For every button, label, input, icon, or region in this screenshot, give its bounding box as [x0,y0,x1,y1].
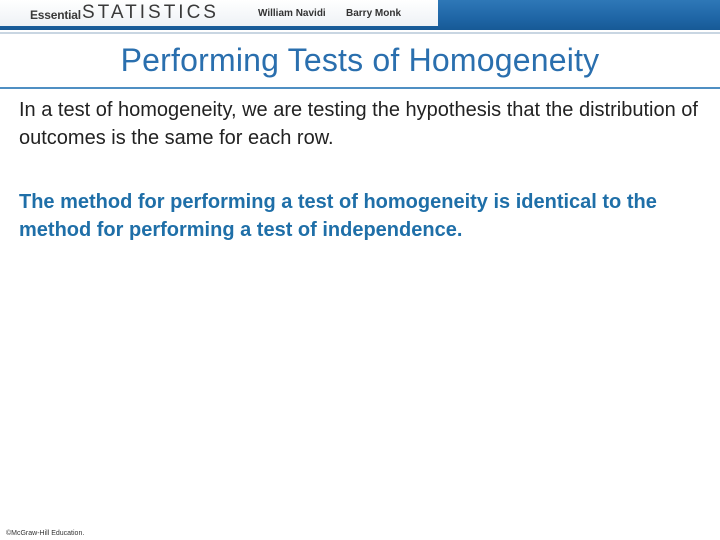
emphasis-paragraph: The method for performing a test of homogeneity is identical to the method for performing a test of independence. [19,191,657,241]
body-paragraph: In a test of homogeneity, we are testing the hypothesis that the distribution of outcomes is the same for each row. [19,99,698,149]
header-bar [0,0,720,30]
brand-prefix: Essential [30,8,81,22]
brand-logo [0,0,438,26]
copyright-footer: ©McGraw-Hill Education. [6,530,85,537]
brand-name: STATISTICS [82,2,219,23]
author-name: Barry Monk [346,8,402,19]
title-divider [0,32,720,34]
content-divider [0,87,720,89]
author-name: William Navidi [258,8,326,19]
slide-title: Performing Tests of Homogeneity [120,42,600,78]
